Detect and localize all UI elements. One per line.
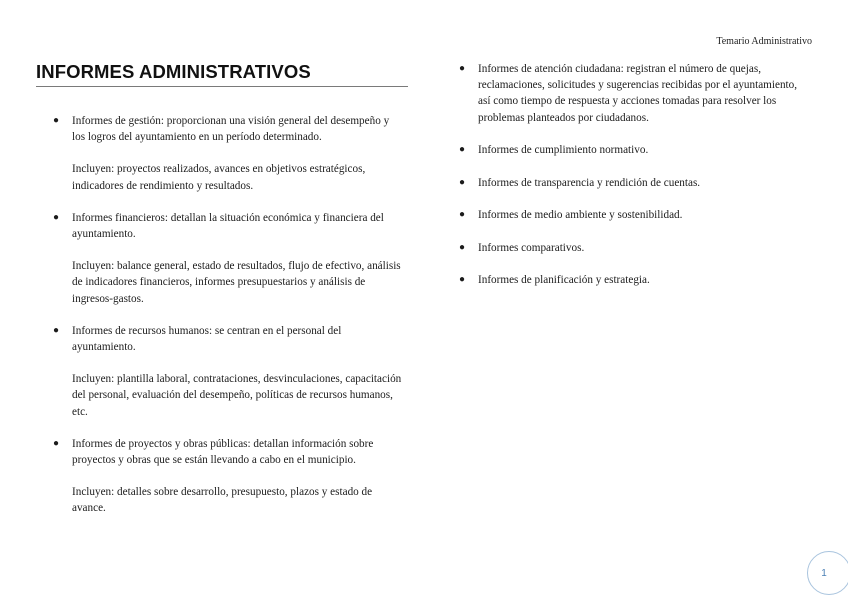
list-item bbox=[36, 436, 408, 517]
bullet-icon: ● bbox=[459, 274, 466, 286]
item-text: Informes de medio ambiente y sostenibilidad. bbox=[478, 209, 683, 222]
item-detail: Incluyen: proyectos realizados, avances en objetivos estratégicos, indicadores de rendimiento y resultados. bbox=[72, 163, 366, 192]
list-item bbox=[442, 207, 812, 223]
left-report-list bbox=[36, 113, 408, 517]
bullet-icon: ● bbox=[53, 211, 60, 223]
left-column bbox=[36, 61, 408, 533]
bullet-icon: ● bbox=[459, 63, 466, 74]
section-title: INFORMES ADMINISTRATIVOS bbox=[36, 61, 311, 82]
item-text: Informes de planificación y estrategia. bbox=[478, 274, 650, 287]
item-text: Informes de atención ciudadana: registran el número de quejas, reclamaciones, solicitudes y sugerencias recibidas por el ayuntamiento, así como tiempo de respuesta y acciones tomadas para resolver los problemas planteados por ciudadanos. bbox=[478, 63, 798, 124]
running-header: Temario Administrativo bbox=[716, 36, 812, 47]
right-column bbox=[442, 61, 812, 305]
list-item bbox=[442, 61, 812, 126]
item-detail: Incluyen: balance general, estado de resultados, flujo de efectivo, análisis de indicadores financieros, informes presupuestarios y análisis de ingresos-gastos. bbox=[72, 260, 401, 305]
bullet-icon: ● bbox=[459, 176, 466, 188]
bullet-icon: ● bbox=[459, 241, 466, 253]
item-text: Informes de proyectos y obras públicas: detallan información sobre proyectos y obras que se están llevando a cabo en el municipio. bbox=[72, 437, 374, 467]
item-detail: Incluyen: detalles sobre desarrollo, presupuesto, plazos y estado de avance. bbox=[72, 486, 373, 515]
list-item bbox=[442, 240, 812, 256]
bullet-icon: ● bbox=[53, 115, 60, 126]
item-detail: Incluyen: plantilla laboral, contrataciones, desvinculaciones, capacitación del personal, evaluación del desempeño, políticas de recursos humanos, etc. bbox=[72, 373, 402, 418]
right-report-list bbox=[442, 61, 812, 288]
bullet-icon: ● bbox=[459, 209, 466, 221]
list-item bbox=[36, 323, 408, 420]
list-item bbox=[36, 113, 408, 194]
item-text: Informes de transparencia y rendición de cuentas. bbox=[478, 176, 701, 189]
item-text: Informes de cumplimiento normativo. bbox=[478, 144, 649, 157]
list-item bbox=[442, 142, 812, 158]
page-number: 1 bbox=[807, 551, 848, 595]
bullet-icon: ● bbox=[53, 324, 60, 336]
list-item bbox=[36, 210, 408, 307]
item-text: Informes de gestión: proporcionan una visión general del desempeño y los logros del ayuntamiento en un período determinado. bbox=[72, 115, 390, 144]
item-text: Informes de recursos humanos: se centran en el personal del ayuntamiento. bbox=[72, 324, 342, 354]
item-text: Informes financieros: detallan la situación económica y financiera del ayuntamiento. bbox=[72, 211, 384, 241]
bullet-icon: ● bbox=[53, 437, 60, 449]
bullet-icon: ● bbox=[459, 144, 466, 156]
list-item bbox=[442, 272, 812, 288]
list-item bbox=[442, 175, 812, 191]
item-text: Informes comparativos. bbox=[478, 241, 585, 254]
title-underline bbox=[36, 86, 408, 87]
